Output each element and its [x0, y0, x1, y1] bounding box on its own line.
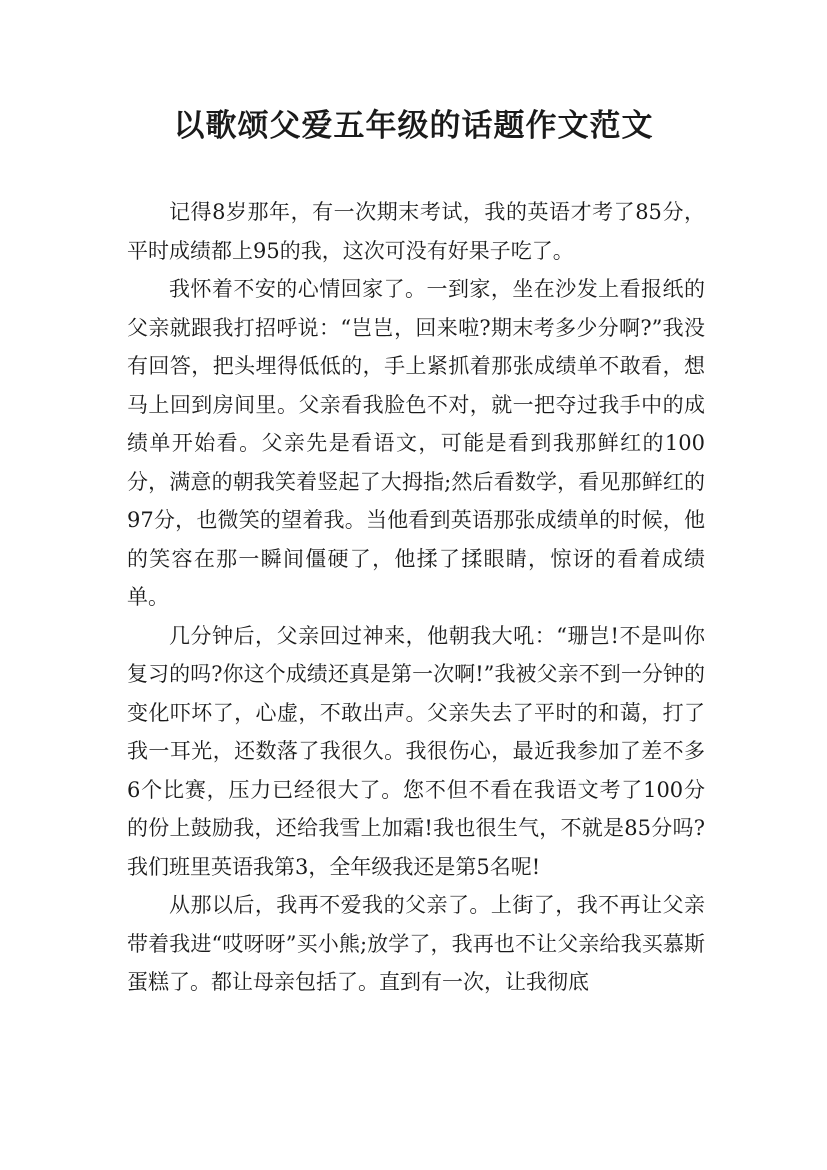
document-body	[127, 193, 705, 1002]
paragraph: 记得8岁那年，有一次期末考试，我的英语才考了85分，平时成绩都上95的我，这次可没有好果子吃了。	[127, 200, 705, 263]
paragraph: 从那以后，我再不爱我的父亲了。上街了，我不再让父亲带着我进“哎呀呀”买小熊;放学了，我再也不让父亲给我买慕斯蛋糕了。都让母亲包括了。直到有一次，让我彻底	[127, 893, 705, 994]
paragraph: 几分钟后，父亲回过神来，他朝我大吼：“珊岂!不是叫你复习的吗?你这个成绩还真是第一次啊!”我被父亲不到一分钟的变化吓坏了，心虚，不敢出声。父亲失去了平时的和蔼，打了我一耳光，还数落了我很久。我很伤心，最近我参加了差不多6个比赛，压力已经很大了。您不但不看在我语文考了100分的份上鼓励我，还给我雪上加霜!我也很生气，不就是85分吗?我们班里英语我第3，全年级我还是第5名呢!	[127, 623, 705, 879]
document-title: 以歌颂父爱五年级的话题作文范文	[173, 108, 654, 144]
paragraph: 我怀着不安的心情回家了。一到家，坐在沙发上看报纸的父亲就跟我打招呼说：“岂岂，回来啦?期末考多少分啊?”我没有回答，把头埋得低低的，手上紧抓着那张成绩单不敢看，想马上回到房间里。父亲看我脸色不对，就一把夺过我手中的成绩单开始看。父亲先是看语文，可能是看到我那鲜红的100分，满意的朝我笑着竖起了大拇指;然后看数学，看见那鲜红的97分，也微笑的望着我。当他看到英语那张成绩单的时候，他的笑容在那一瞬间僵硬了，他揉了揉眼睛，惊讶的看着成绩单。	[127, 277, 705, 609]
